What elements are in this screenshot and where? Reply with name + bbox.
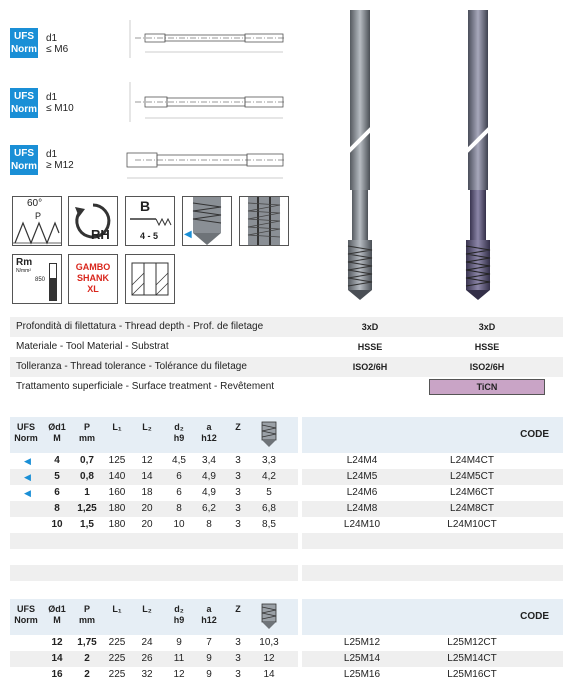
cell-z: 3 bbox=[235, 487, 241, 498]
cell-p: 2 bbox=[84, 669, 90, 680]
col-norm: Norm bbox=[14, 433, 38, 443]
col-l2: L₂ bbox=[142, 422, 152, 432]
table-header-codes bbox=[302, 599, 563, 635]
ufs-norm-badge bbox=[10, 88, 38, 118]
col-a-tol: h12 bbox=[201, 615, 217, 625]
ufs-marker-icon: ◀ bbox=[24, 456, 31, 466]
table-row bbox=[10, 549, 563, 565]
cell-dr: 3,3 bbox=[262, 455, 276, 466]
row-dimensions bbox=[10, 667, 298, 683]
table-row bbox=[10, 635, 563, 651]
cell-l1: 140 bbox=[108, 471, 126, 482]
row-codes bbox=[302, 667, 563, 683]
col-d2-tol: h9 bbox=[173, 433, 185, 443]
cell-dr: 4,2 bbox=[262, 471, 276, 482]
row-dimensions bbox=[10, 565, 298, 581]
col-l1: L₁ bbox=[112, 604, 122, 614]
cell-l1: 180 bbox=[108, 519, 126, 530]
code-uncoated[interactable]: L24M10 bbox=[343, 519, 381, 530]
property-row-tolerance bbox=[10, 357, 563, 377]
thread-angle-icon bbox=[12, 196, 62, 246]
property-label: Tolleranza - Thread tolerance - Tolérance du filetage bbox=[16, 361, 247, 372]
col-ufs: UFS bbox=[17, 604, 35, 614]
cell-l2: 20 bbox=[141, 503, 153, 514]
cell-d2: 6 bbox=[176, 471, 182, 482]
cell-z: 3 bbox=[235, 519, 241, 530]
cell-l2: 26 bbox=[141, 653, 153, 664]
cell-l2: 12 bbox=[141, 455, 153, 466]
row-codes bbox=[302, 485, 563, 501]
cell-d1: 8 bbox=[54, 503, 60, 514]
row-codes bbox=[302, 635, 563, 651]
row-codes bbox=[302, 517, 563, 533]
cell-z: 3 bbox=[235, 637, 241, 648]
property-value-coated: ISO2/6H bbox=[469, 362, 505, 372]
b-range: 4 - 5 bbox=[140, 231, 159, 241]
cell-l2: 32 bbox=[141, 669, 153, 680]
cell-l1: 225 bbox=[108, 637, 126, 648]
cell-dr: 5 bbox=[266, 487, 272, 498]
cell-a: 7 bbox=[206, 637, 212, 648]
ufs-norm-badge bbox=[10, 28, 38, 58]
cell-d2: 10 bbox=[173, 519, 185, 530]
cell-a: 6,2 bbox=[202, 503, 216, 514]
col-code: CODE bbox=[520, 429, 549, 440]
dimension-table-l25 bbox=[10, 599, 563, 692]
cell-l2: 18 bbox=[141, 487, 153, 498]
col-a: a bbox=[206, 604, 212, 614]
table-row bbox=[10, 517, 563, 533]
code-coated[interactable]: L24M8CT bbox=[450, 503, 494, 514]
cell-d2: 11 bbox=[173, 653, 185, 664]
table-row bbox=[10, 565, 563, 581]
variant-d1: d1 bbox=[46, 149, 58, 160]
cell-d1: 12 bbox=[51, 637, 63, 648]
col-norm: Norm bbox=[14, 615, 38, 625]
cell-dr: 12 bbox=[263, 653, 275, 664]
b-letter: B bbox=[140, 198, 151, 214]
variant-condition: ≤ M10 bbox=[46, 103, 74, 114]
cell-p: 2 bbox=[84, 653, 90, 664]
cell-l2: 14 bbox=[141, 471, 153, 482]
cell-dr: 10,3 bbox=[259, 637, 279, 648]
cell-l2: 20 bbox=[141, 519, 153, 530]
col-code: CODE bbox=[520, 611, 549, 622]
col-pitch-unit: mm bbox=[78, 433, 95, 443]
tap-drawing-m12 bbox=[125, 138, 290, 198]
col-d1-unit: M bbox=[53, 433, 61, 443]
col-d2-tol: h9 bbox=[173, 615, 185, 625]
property-row-material bbox=[10, 337, 563, 357]
code-uncoated[interactable]: L25M12 bbox=[343, 637, 381, 648]
table-header bbox=[10, 417, 298, 453]
cell-d2: 6 bbox=[176, 487, 182, 498]
col-pitch: P bbox=[83, 604, 90, 614]
cell-d1: 5 bbox=[54, 471, 60, 482]
norm-label: Norm bbox=[10, 161, 38, 172]
row-dimensions bbox=[10, 651, 298, 667]
table-header bbox=[10, 599, 298, 635]
ticn-coating-badge: TiCN bbox=[429, 379, 545, 395]
row-codes bbox=[302, 651, 563, 667]
cell-d2: 12 bbox=[173, 669, 185, 680]
cell-p: 0,7 bbox=[80, 455, 94, 466]
ufs-label: UFS bbox=[14, 148, 34, 159]
row-dimensions bbox=[10, 517, 298, 533]
cell-p: 1,25 bbox=[77, 503, 97, 514]
property-row-surface-treatment bbox=[10, 377, 563, 397]
cell-l1: 225 bbox=[108, 669, 126, 680]
rm-label: Rm bbox=[16, 257, 33, 268]
cell-z: 3 bbox=[235, 669, 241, 680]
table-row bbox=[10, 501, 563, 517]
gambo-label: GAMBO bbox=[75, 262, 111, 272]
cell-a: 9 bbox=[206, 669, 212, 680]
tap-drawing-m6 bbox=[125, 18, 290, 78]
cell-z: 3 bbox=[235, 503, 241, 514]
col-l2: L₂ bbox=[142, 604, 152, 614]
code-coated[interactable]: L24M10CT bbox=[447, 519, 497, 530]
property-value-uncoated: ISO2/6H bbox=[352, 362, 388, 372]
through-hole-icon bbox=[125, 254, 175, 304]
row-codes bbox=[302, 549, 563, 565]
cell-d2: 8 bbox=[176, 503, 182, 514]
drill-size-icon bbox=[258, 602, 280, 630]
tap-photo-uncoated bbox=[340, 10, 380, 300]
code-uncoated[interactable]: L24M4 bbox=[346, 455, 378, 466]
variant-d1: d1 bbox=[46, 33, 58, 44]
property-label: Materiale - Tool Material - Substrat bbox=[16, 341, 169, 352]
cell-p: 1,75 bbox=[77, 637, 97, 648]
property-value-coated: 3xD bbox=[478, 322, 496, 332]
cell-dr: 6,8 bbox=[262, 503, 276, 514]
variant-condition: ≤ M6 bbox=[46, 44, 69, 55]
property-label: Profondità di filettatura - Thread depth - Prof. de filetage bbox=[16, 321, 264, 332]
property-label: Trattamento superficiale - Surface treatment - Revêtement bbox=[16, 381, 275, 392]
col-z: Z bbox=[235, 604, 241, 614]
code-uncoated[interactable]: L24M6 bbox=[346, 487, 378, 498]
col-l1: L₁ bbox=[112, 422, 122, 432]
code-coated[interactable]: L24M4CT bbox=[450, 455, 494, 466]
ufs-marker-icon: ◀ bbox=[184, 229, 192, 240]
row-codes bbox=[302, 533, 563, 549]
rm-scale bbox=[49, 263, 57, 301]
col-a: a bbox=[206, 422, 212, 432]
cell-dr: 14 bbox=[263, 669, 275, 680]
cell-d2: 4,5 bbox=[172, 455, 186, 466]
rh-label: RH bbox=[91, 227, 110, 242]
code-uncoated[interactable]: L25M16 bbox=[343, 669, 381, 680]
row-dimensions bbox=[10, 549, 298, 565]
cell-l1: 160 bbox=[108, 487, 126, 498]
cell-d1: 6 bbox=[54, 487, 60, 498]
col-d1: Ød1 bbox=[48, 604, 66, 614]
row-dimensions bbox=[10, 533, 298, 549]
cell-l2: 24 bbox=[141, 637, 153, 648]
dimension-table-l24 bbox=[10, 417, 563, 587]
pitch-letter: P bbox=[35, 211, 42, 221]
cell-a: 4,9 bbox=[202, 487, 216, 498]
variant-d1: d1 bbox=[46, 92, 58, 103]
cell-l1: 225 bbox=[108, 653, 126, 664]
table-row bbox=[10, 533, 563, 549]
tap-photo-ticn bbox=[458, 10, 498, 300]
table-row bbox=[10, 667, 563, 683]
col-d2: d₂ bbox=[174, 422, 184, 432]
table-header-codes bbox=[302, 417, 563, 453]
cell-z: 3 bbox=[235, 653, 241, 664]
shank-label: SHANK bbox=[76, 273, 109, 283]
code-coated[interactable]: L25M12CT bbox=[447, 637, 497, 648]
row-dimensions bbox=[10, 485, 298, 501]
table-row bbox=[10, 485, 563, 501]
material-strength-icon bbox=[12, 254, 62, 304]
gambo-shank-xl-icon bbox=[68, 254, 118, 304]
code-coated[interactable]: L25M14CT bbox=[447, 653, 497, 664]
tap-drawing-m10 bbox=[125, 80, 290, 140]
row-dimensions bbox=[10, 635, 298, 651]
cell-d1: 16 bbox=[51, 669, 63, 680]
spiral-point-icon bbox=[182, 196, 232, 246]
norm-label: Norm bbox=[10, 44, 38, 55]
right-hand-icon bbox=[68, 196, 118, 246]
cell-a: 8 bbox=[206, 519, 212, 530]
cell-a: 4,9 bbox=[202, 471, 216, 482]
drill-size-icon bbox=[258, 420, 280, 448]
ufs-label: UFS bbox=[14, 91, 34, 102]
xl-label: XL bbox=[87, 284, 99, 294]
cell-a: 9 bbox=[206, 653, 212, 664]
col-ufs: UFS bbox=[17, 422, 35, 432]
col-d1-unit: M bbox=[53, 615, 61, 625]
code-uncoated[interactable]: L24M8 bbox=[346, 503, 378, 514]
variant-condition: ≥ M12 bbox=[46, 160, 74, 171]
cell-d1: 14 bbox=[51, 653, 63, 664]
ufs-marker-icon: ◀ bbox=[24, 488, 31, 498]
row-dimensions bbox=[10, 501, 298, 517]
cell-l1: 125 bbox=[108, 455, 126, 466]
row-dimensions bbox=[10, 469, 298, 485]
row-codes bbox=[302, 453, 563, 469]
row-dimensions bbox=[10, 453, 298, 469]
ufs-norm-badge bbox=[10, 145, 38, 175]
angle-value: 60° bbox=[27, 198, 43, 209]
cell-p: 1 bbox=[84, 487, 90, 498]
ufs-label: UFS bbox=[14, 31, 34, 42]
table-row bbox=[10, 651, 563, 667]
col-z: Z bbox=[235, 422, 241, 432]
table-row bbox=[10, 469, 563, 485]
cell-z: 3 bbox=[235, 455, 241, 466]
code-coated[interactable]: L25M16CT bbox=[447, 669, 497, 680]
chamfer-form-icon bbox=[125, 196, 175, 246]
cell-d1: 10 bbox=[51, 519, 63, 530]
property-row-thread-depth bbox=[10, 317, 563, 337]
cell-p: 1,5 bbox=[80, 519, 94, 530]
col-d1: Ød1 bbox=[48, 422, 66, 432]
cell-a: 3,4 bbox=[202, 455, 216, 466]
col-pitch-unit: mm bbox=[78, 615, 95, 625]
col-pitch: P bbox=[83, 422, 90, 432]
row-codes bbox=[302, 565, 563, 581]
rm-value: 850 bbox=[35, 277, 46, 283]
code-coated[interactable]: L24M5CT bbox=[450, 471, 494, 482]
ufs-marker-icon: ◀ bbox=[24, 472, 31, 482]
code-coated[interactable]: L24M6CT bbox=[450, 487, 494, 498]
row-codes bbox=[302, 469, 563, 485]
cell-l1: 180 bbox=[108, 503, 126, 514]
property-value-uncoated: 3xD bbox=[361, 322, 379, 332]
code-uncoated[interactable]: L25M14 bbox=[343, 653, 381, 664]
col-a-tol: h12 bbox=[201, 433, 217, 443]
property-value-coated: HSSE bbox=[474, 342, 500, 352]
straight-flute-icon bbox=[239, 196, 289, 246]
cell-p: 0,8 bbox=[80, 471, 94, 482]
cell-d2: 9 bbox=[176, 637, 182, 648]
rm-unit: N/mm² bbox=[16, 268, 31, 274]
code-uncoated[interactable]: L24M5 bbox=[346, 471, 378, 482]
table-row bbox=[10, 453, 563, 469]
row-codes bbox=[302, 501, 563, 517]
cell-z: 3 bbox=[235, 471, 241, 482]
cell-d1: 4 bbox=[54, 455, 60, 466]
norm-label: Norm bbox=[10, 104, 38, 115]
col-d2: d₂ bbox=[174, 604, 184, 614]
cell-dr: 8,5 bbox=[262, 519, 276, 530]
property-value-uncoated: HSSE bbox=[357, 342, 383, 352]
